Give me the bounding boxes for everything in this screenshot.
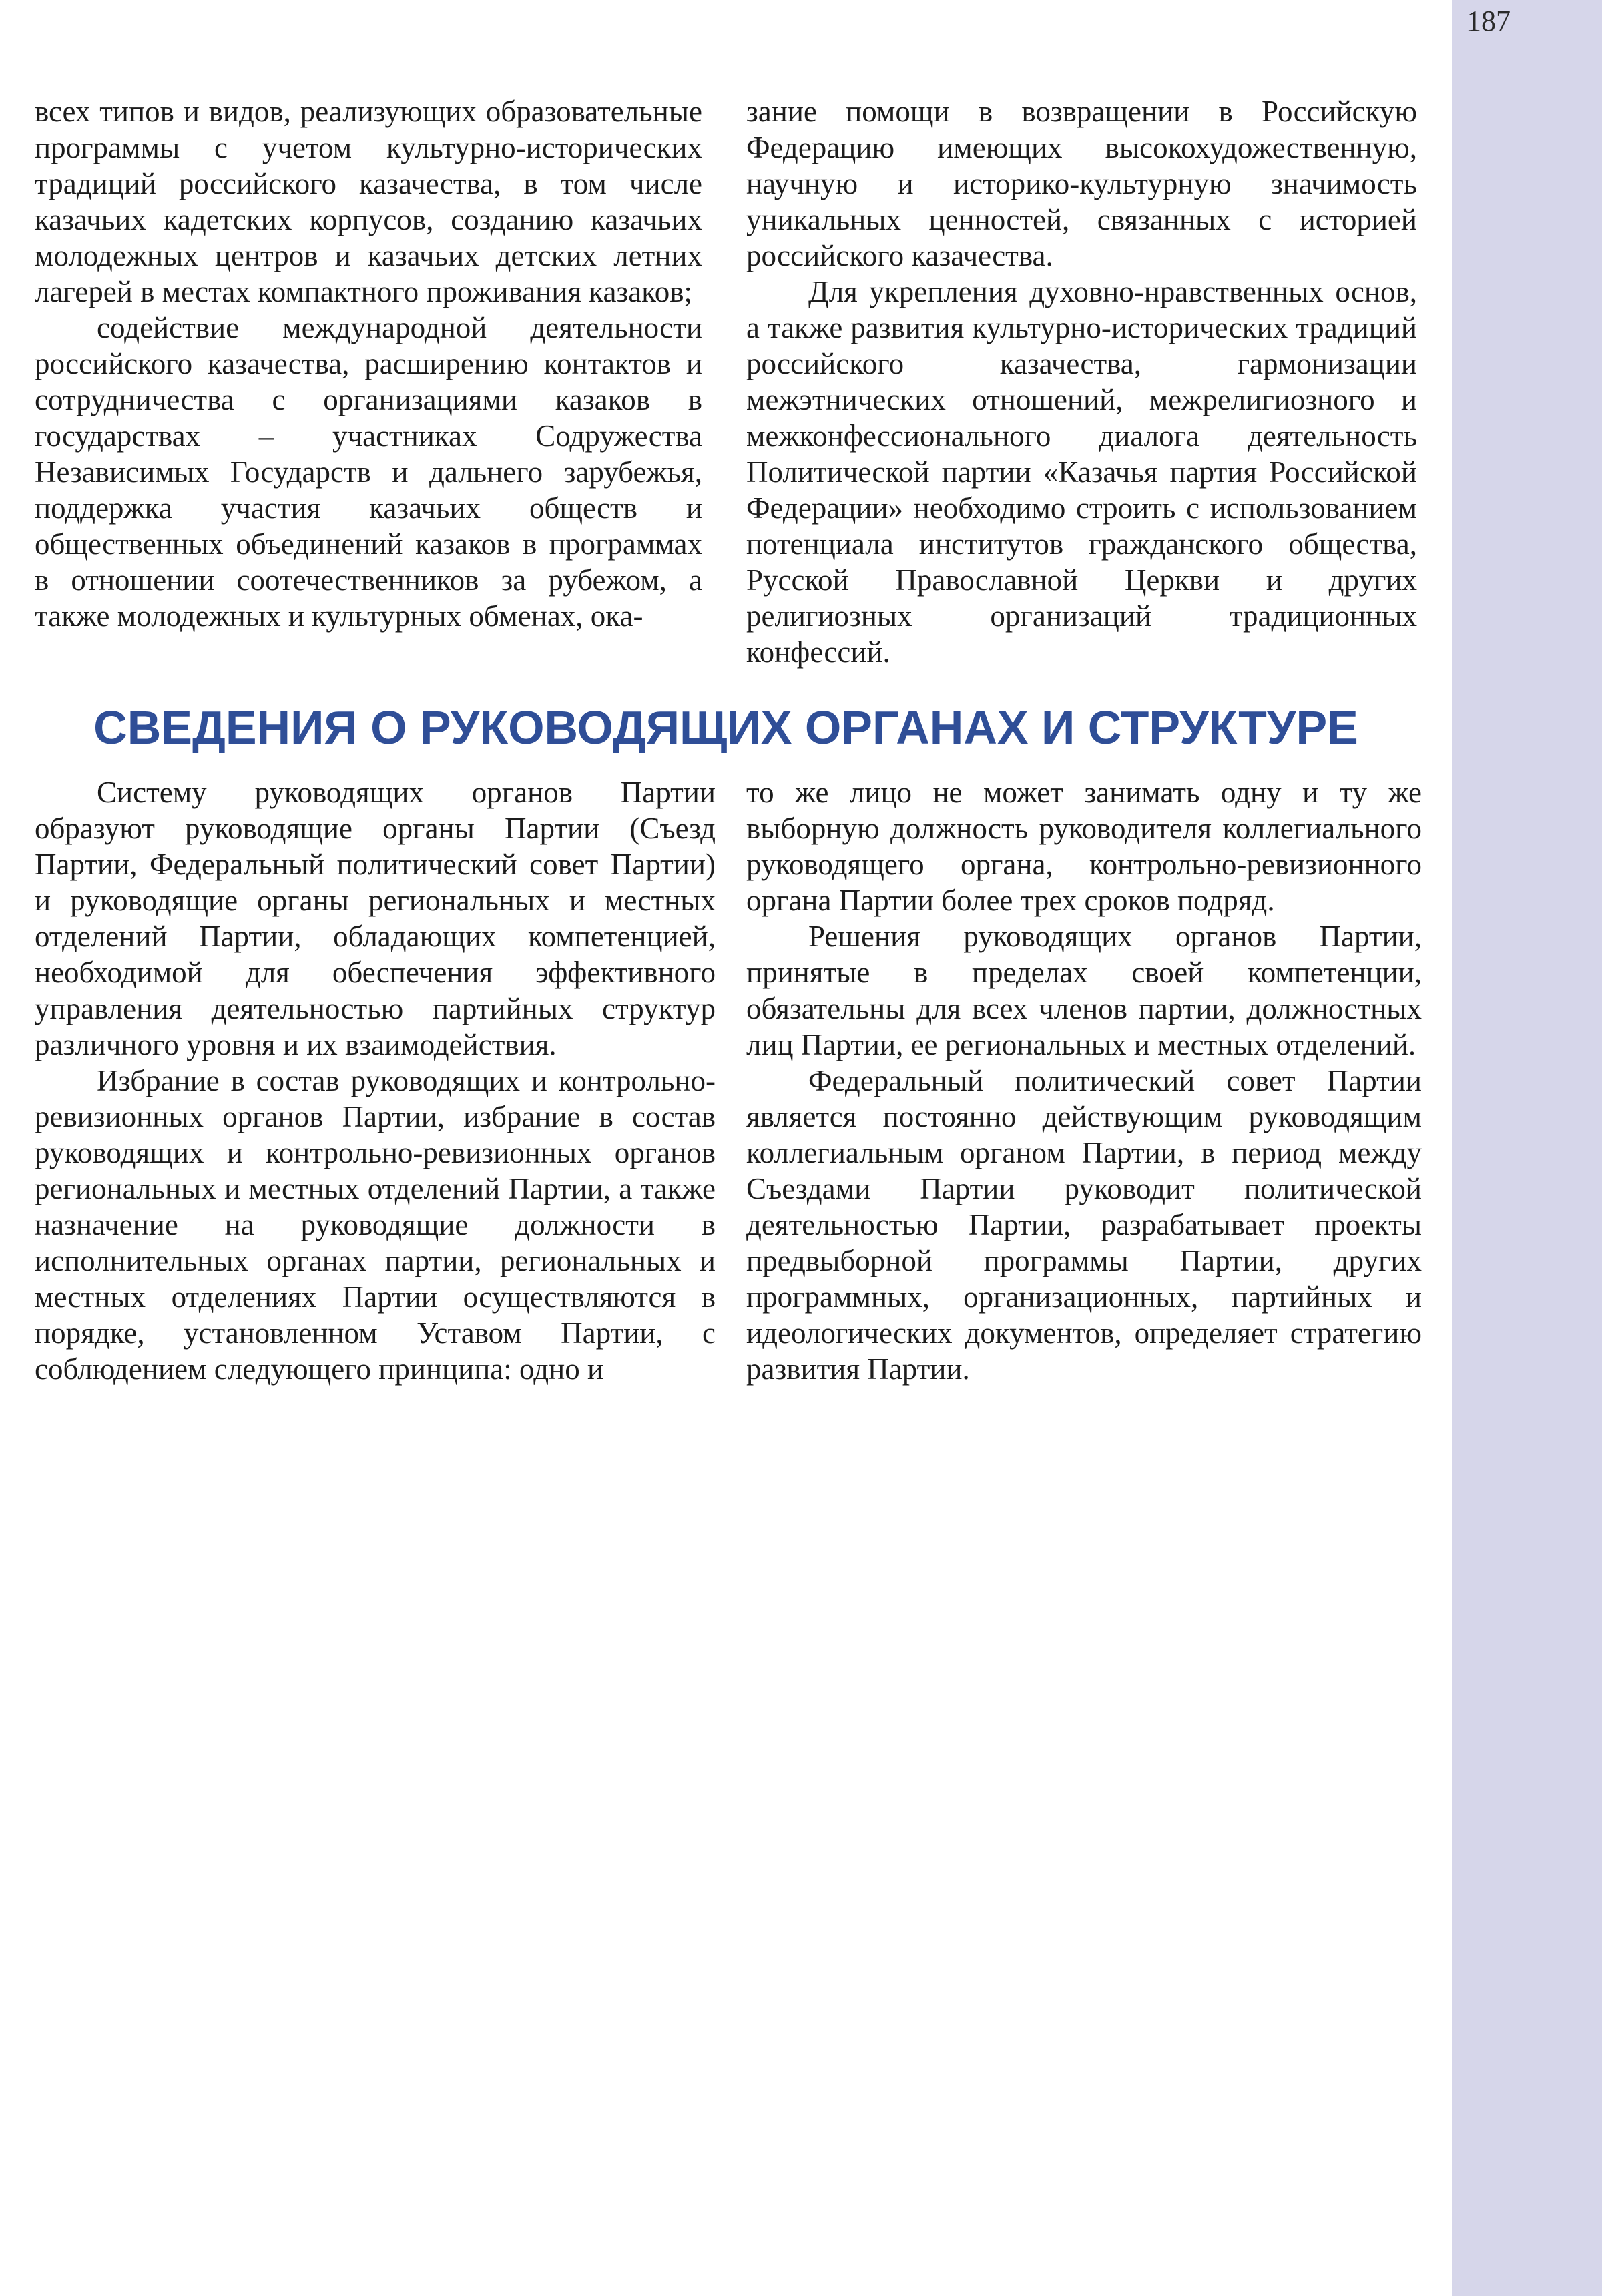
paragraph: всех типов и видов, реализующих образовательные программы с учетом культурно-исторических традиций российского казачества, в том числе казачьих кадетских корпусов, созданию казачьих молодежных центров и казачьих детских летних лагерей в местах компактного проживания казаков; [35, 95, 702, 308]
paragraph: Систему руководящих органов Партии образуют руководящие органы Партии (Съезд Партии, Федеральный политический совет Партии) и руководящие органы региональных и местных отделений Партии, обладающих компетенцией, необходимой для обеспечения эффективного управления деятельностью партийных структур различного уровня и их взаимодействия. [35, 776, 716, 1061]
paragraph: Избрание в состав руководящих и контрольно-ревизионных органов Партии, избрание в состав руководящих и контрольно-ревизионных органов региональных и местных отделений Партии, а также назначение на руководящие должности в исполнительных органах партии, региональных и местных отделениях Партии осуществляются в порядке, установленном Уставом Партии, с соблюдением следующего принципа: одно и [35, 1064, 716, 1386]
page-number: 187 [1466, 5, 1511, 37]
paragraph: Федеральный политический совет Партии является постоянно действующим руководящим коллегиальным органом Партии, в период между Съездами Партии руководит политической деятельностью Партии, разрабатывает проекты предвыборной программы Партии, других программных, организационных, партийных и идеологических документов, определяет стратегию развития Партии. [746, 1064, 1422, 1386]
section-title: СВЕДЕНИЯ О РУКОВОДЯЩИХ ОРГАНАХ И СТРУКТУРЕ [93, 701, 1358, 754]
column-bottom-left [35, 774, 716, 1387]
column-bottom-right [746, 774, 1422, 1387]
column-top-left [35, 93, 702, 634]
paragraph: Для укрепления духовно-нравственных основ, а также развития культурно-исторических традиций российского казачества, гармонизации межэтнических отношений, межрелигиозного и межконфессионального диалога деятельность Политической партии «Казачья партия Российской Федерации» необходимо строить с использованием потенциала институтов гражданского общества, Русской Православной Церкви и других религиозных организаций традиционных конфессий. [746, 275, 1417, 669]
paragraph: то же лицо не может занимать одну и ту же выборную должность руководителя коллегиального руководящего органа, контрольно-ревизионного органа Партии более трех сроков подряд. [746, 776, 1422, 917]
paragraph: Решения руководящих органов Партии, принятые в пределах своей компетенции, обязательны для всех членов партии, должностных лиц Партии, ее региональных и местных отделений. [746, 920, 1422, 1061]
paragraph: зание помощи в возвращении в Российскую Федерацию имеющих высокохудожественную, научную и историко-культурную значимость уникальных ценностей, связанных с историей российского казачества. [746, 95, 1417, 272]
page-sidebar-band [1452, 0, 1602, 2296]
column-top-right [746, 93, 1417, 670]
paragraph: содействие международной деятельности российского казачества, расширению контактов и сотрудничества с организациями казаков в государствах – участниках Содружества Независимых Государств и дальнего зарубежья, поддержка участия казачьих обществ и общественных объединений казаков в программах в отношении соотечественников за рубежом, а также молодежных и культурных обменах, ока- [35, 311, 702, 633]
